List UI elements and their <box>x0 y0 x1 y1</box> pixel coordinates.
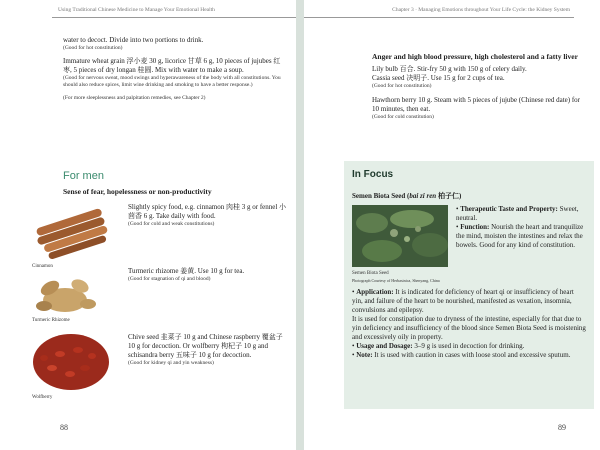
turmeric-note: (Good for stagnation of qi and blood) <box>128 276 211 282</box>
book-gutter <box>296 0 304 450</box>
hawthorn-note: (Good for cold constitution) <box>372 113 434 120</box>
header-rule-right <box>304 17 574 18</box>
running-head-left: Using Traditional Chinese Medicine to Manage Your Emotional Health <box>58 7 215 13</box>
focus-bullets-bottom <box>352 288 586 360</box>
bullet-usage <box>352 342 586 351</box>
cinnamon-image <box>30 200 112 262</box>
photo-caption: Semen Biota Seed <box>352 271 389 276</box>
subheading: Sense of fear, hopelessness or non-productivity <box>63 187 212 196</box>
wolfberry-note: (Good for kidney qi and yin weakness) <box>128 360 214 366</box>
function-text: Nourish the heart and tranquilize the mind, moisten the intestines and relax the bowels. Good for any kind of constitution. <box>456 223 584 249</box>
photo-credit: Photograph Courtesy of Herbasinica, Shenyang, China <box>352 278 440 283</box>
lily-bulb-remedy: Lily bulb 百合. Stir-fry 50 g with 150 g of celery daily. <box>372 64 527 73</box>
left-page <box>0 0 296 450</box>
continued-text: water to decoct. Divide into two portions to drink. <box>63 36 204 44</box>
note-text: It is used with caution in cases with loose stool and excessive sputum. <box>374 351 571 359</box>
bullet-glyph: • <box>456 223 459 231</box>
header-rule-left <box>52 17 296 18</box>
wolfberry-item <box>128 333 290 367</box>
cassia-seed-note: (Good for hot constitution) <box>372 82 432 89</box>
cinnamon-item <box>128 203 290 228</box>
cinnamon-note: (Good for cold and weak constitutions) <box>128 221 215 227</box>
bullet-glyph: • <box>352 351 355 359</box>
focus-bullets-top <box>456 205 586 250</box>
in-focus-box <box>344 161 594 409</box>
wolfberry-caption: Wolfberry <box>32 395 53 400</box>
running-head-right: Chapter 3 · Managing Emotions throughout Your Life Cycle: the Kidney System <box>392 7 570 13</box>
application-text: It is indicated for deficiency of heart qi or insufficiency of heart yin, and failure of the heart to be nourished, manifested as vexation, insomnia, convulsions and epilepsy. <box>352 288 574 314</box>
subtitle-hanzi: 柏子仁) <box>436 192 462 200</box>
turmeric-item <box>128 267 290 283</box>
taste-label: Therapeutic Taste and Property: <box>460 205 558 213</box>
in-focus-subtitle <box>352 191 461 201</box>
function-label: Function: <box>460 223 490 231</box>
usage-label: Usage and Dosage: <box>356 342 413 350</box>
wolfberry-text: Chive seed 韭菜子 10 g and Chinese raspberry 覆盆子 10 g for decoction. Or wolfberry 枸杞子 10 g and schisandra berry 五味子 10 g for decoction. <box>128 333 283 359</box>
hawthorn-remedy: Hawthorn berry 10 g. Steam with 5 pieces of jujube (Chinese red date) for 10 minutes, then eat. <box>372 95 580 113</box>
wheat-grain-remedy: Immature wheat grain 浮小麦 30 g, licorice 甘草 6 g, 10 pieces of jujubes 红枣, 5 pieces of dry longan 桂圆. Mix with water to make a soup. <box>63 57 281 74</box>
cinnamon-text: Slightly spicy food, e.g. cinnamon 肉桂 3 g or fennel 小茴香 6 g. Take daily with food. <box>128 203 287 220</box>
section-title: For men <box>63 170 104 182</box>
turmeric-text: Turmeric rhizome 姜黄. Use 10 g for tea. <box>128 267 245 275</box>
top-text-block <box>63 36 287 102</box>
cassia-seed-remedy: Cassia seed 决明子. Use 15 g for 2 cups of tea. <box>372 73 505 82</box>
constipation-paragraph: It is used for constipation due to dryness of the intestine, especially for that due to yin deficiency and insufficiency of the blood since Semen Biota Seed is moistening and excessively oily in property. <box>352 315 586 341</box>
bullet-function <box>456 223 586 250</box>
cinnamon-caption: Cinnamon <box>32 264 53 269</box>
anger-remedies-block <box>372 52 588 121</box>
turmeric-image <box>30 268 100 320</box>
wolfberry-image <box>30 328 112 392</box>
bullet-glyph: • <box>456 205 459 213</box>
wheat-grain-note: (Good for nervous sweat, mood swings and hyperawareness of the body with all constitutions. You should also reduce spices, limit wine drinking and smoking to have a better response.) <box>63 75 281 88</box>
biota-seed-photo <box>352 205 448 267</box>
application-label: Application: <box>356 288 394 296</box>
bullet-note <box>352 351 586 360</box>
bullet-taste <box>456 205 586 223</box>
constitution-note: (Good for hot constitution) <box>63 45 123 51</box>
taste-text: Sweet, neutral. <box>456 205 579 222</box>
subtitle-name: Semen Biota Seed ( <box>352 192 410 200</box>
bullet-glyph: • <box>352 288 355 296</box>
usage-text: 3–9 g is used in decoction for drinking. <box>414 342 525 350</box>
page-number-left: 88 <box>60 423 68 432</box>
subtitle-pinyin: bai zi ren <box>409 192 437 200</box>
page-number-right: 89 <box>558 423 566 432</box>
turmeric-caption: Turmeric Rhizome <box>32 318 70 323</box>
bullet-application <box>352 288 586 315</box>
bullet-glyph: • <box>352 342 355 350</box>
chapter-reference-note: (For more sleeplessness and palpitation remedies, see Chapter 2) <box>63 95 206 101</box>
anger-heading: Anger and high blood pressure, high cholesterol and a fatty liver <box>372 52 578 61</box>
note-label: Note: <box>356 351 373 359</box>
right-page <box>304 0 600 450</box>
in-focus-title: In Focus <box>352 169 394 180</box>
